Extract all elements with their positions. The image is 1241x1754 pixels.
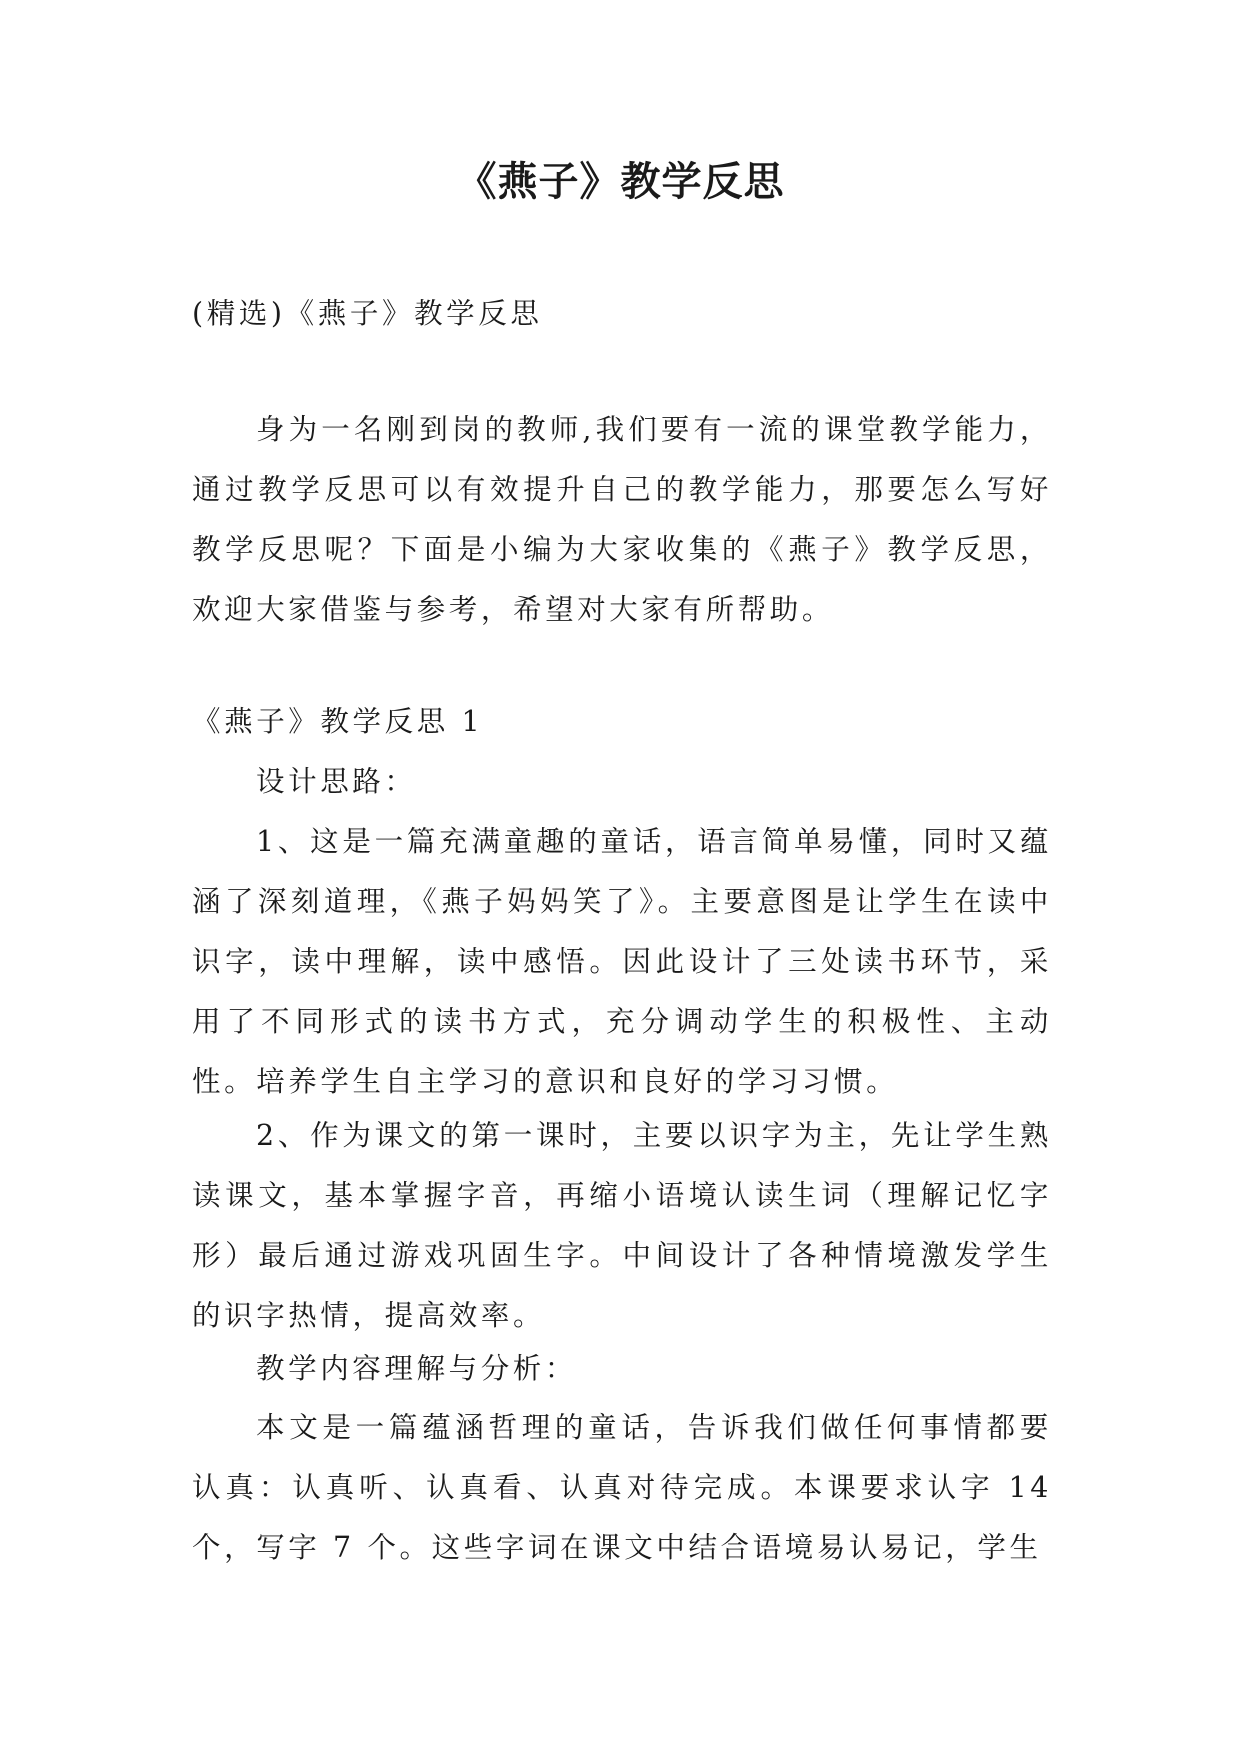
section-heading: 《燕子》教学反思 1: [192, 705, 484, 738]
document-title: 《燕子》教学反思: [456, 159, 785, 205]
document-subtitle: (精选)《燕子》教学反思: [192, 297, 543, 330]
design-ideas-label: 设计思路：: [256, 765, 417, 798]
design-point-1: 1、这是一篇充满童趣的童话，语言简单易懂，同时又蕴涵了深刻道理，《燕子妈妈笑了》。主要意图是让学生在读中识字，读中理解，读中感悟。因此设计了三处读书环节，采用了不同形式的读书方式，充分调动学生的积极性、主动性。培养学生自主学习的意识和良好的学习习惯。: [192, 825, 1052, 1098]
content-analysis-label: 教学内容理解与分析：: [256, 1352, 578, 1385]
content-analysis-paragraph: 本文是一篇蕴涵哲理的童话，告诉我们做任何事情都要认真：认真听、认真看、认真对待完成。本课要求认字 14 个，写字 7 个。这些字词在课文中结合语境易认易记，学生: [192, 1411, 1052, 1564]
intro-paragraph: 身为一名刚到岗的教师,我们要有一流的课堂教学能力，通过教学反思可以有效提升自己的教学能力，那要怎么写好教学反思呢？下面是小编为大家收集的《燕子》教学反思，欢迎大家借鉴与参考，希望对大家有所帮助。: [192, 413, 1052, 626]
design-point-2: 2、作为课文的第一课时，主要以识字为主，先让学生熟读课文，基本掌握字音，再缩小语境认读生词（理解记忆字形）最后通过游戏巩固生字。中间设计了各种情境激发学生的识字热情，提高效率。: [192, 1119, 1052, 1332]
